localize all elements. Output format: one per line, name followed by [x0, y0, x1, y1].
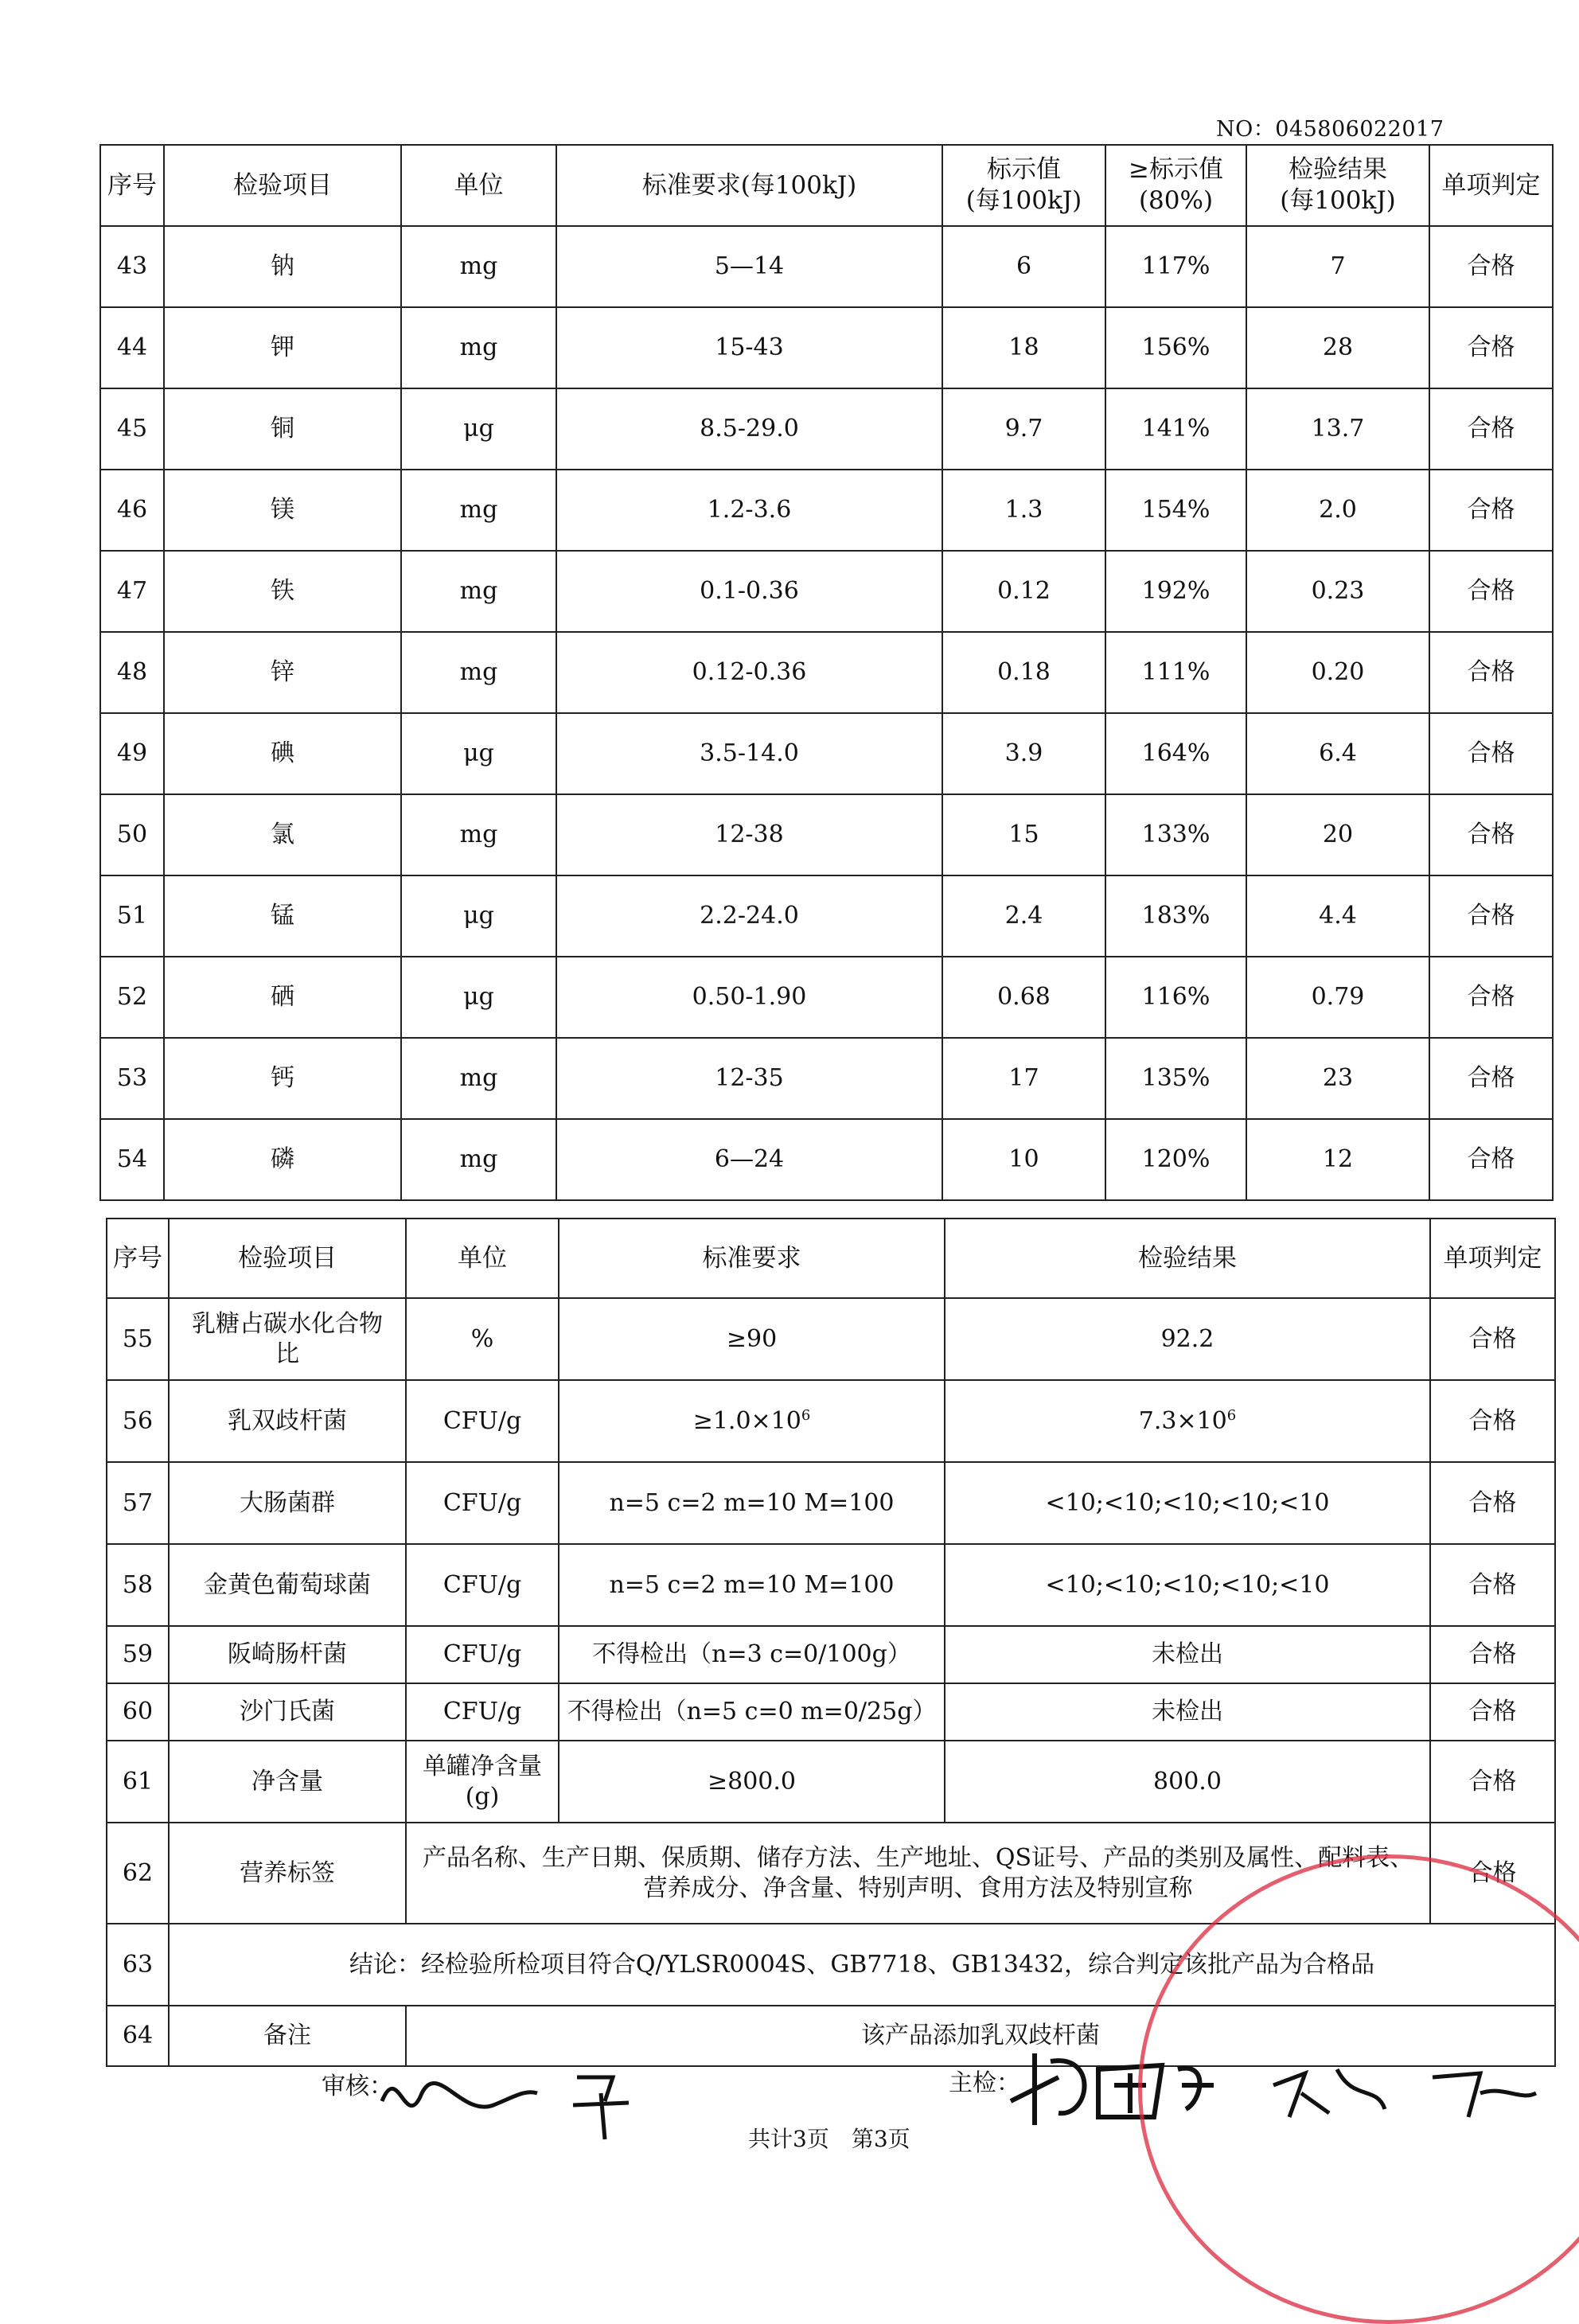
result-value: 7.3×10 — [1138, 1406, 1227, 1435]
remarks-text: 该产品添加乳双歧杆菌 — [406, 2006, 1555, 2066]
percent-of-label: 141% — [1105, 388, 1246, 470]
table-row — [107, 1462, 1555, 1544]
verdict: 合格 — [1429, 470, 1553, 551]
row-number: 54 — [100, 1119, 164, 1200]
verdict: 合格 — [1429, 794, 1553, 875]
header-cell: 单项判定 — [1429, 145, 1553, 226]
standard: 0.12-0.36 — [556, 632, 942, 713]
row-number: 45 — [100, 388, 164, 470]
header-cell: 检验结果 — [945, 1219, 1430, 1298]
item-name: 钠 — [164, 226, 401, 307]
label-value: 0.68 — [942, 957, 1105, 1038]
item-name: 钙 — [164, 1038, 401, 1119]
item-name: 大肠菌群 — [169, 1462, 406, 1544]
standard: 8.5-29.0 — [556, 388, 942, 470]
verdict: 合格 — [1430, 1380, 1555, 1462]
label-value: 18 — [942, 307, 1105, 388]
row-number: 53 — [100, 1038, 164, 1119]
row-number: 64 — [107, 2006, 169, 2066]
item-name: 铁 — [164, 551, 401, 632]
verdict: 合格 — [1430, 1462, 1555, 1544]
header-cell: 标准要求(每100kJ) — [556, 145, 942, 226]
standard — [559, 1380, 945, 1462]
verdict: 合格 — [1429, 1038, 1553, 1119]
table-row — [107, 1380, 1555, 1462]
standard: 0.50-1.90 — [556, 957, 942, 1038]
unit: mg — [401, 1119, 556, 1200]
header-cell: 单位 — [406, 1219, 559, 1298]
row-number: 63 — [107, 1924, 169, 2006]
table-row — [107, 1544, 1555, 1626]
percent-of-label: 183% — [1105, 875, 1246, 957]
standard: 不得检出（n=3 c=0/100g） — [559, 1626, 945, 1683]
table-row — [107, 1298, 1555, 1380]
result: <10;<10;<10;<10;<10 — [945, 1462, 1430, 1544]
result: 20 — [1246, 794, 1429, 875]
exponent: 6 — [1226, 1406, 1237, 1424]
unit: μg — [401, 388, 556, 470]
unit: μg — [401, 875, 556, 957]
unit: mg — [401, 1038, 556, 1119]
percent-of-label: 135% — [1105, 1038, 1246, 1119]
standard: ≥800.0 — [559, 1741, 945, 1823]
result: 28 — [1246, 307, 1429, 388]
table-row — [100, 551, 1553, 632]
reviewer-signature — [374, 2045, 676, 2141]
row-number: 55 — [107, 1298, 169, 1380]
label-value: 2.4 — [942, 875, 1105, 957]
item-name: 营养标签 — [169, 1823, 406, 1924]
verdict: 合格 — [1429, 551, 1553, 632]
item-name: 锌 — [164, 632, 401, 713]
unit: 单罐净含量(g) — [406, 1741, 559, 1823]
verdict: 合格 — [1429, 226, 1553, 307]
unit: mg — [401, 307, 556, 388]
standard-value: ≥1.0×10 — [692, 1406, 801, 1435]
label-value: 1.3 — [942, 470, 1105, 551]
header-cell: 标准要求 — [559, 1219, 945, 1298]
item-name: 钾 — [164, 307, 401, 388]
label-value: 3.9 — [942, 713, 1105, 794]
result: 未检出 — [945, 1683, 1430, 1741]
standard: 12-35 — [556, 1038, 942, 1119]
header-cell: 检验结果 (每100kJ) — [1246, 145, 1429, 226]
exponent: 6 — [801, 1406, 811, 1424]
remarks-label: 备注 — [169, 2006, 406, 2066]
row-number: 46 — [100, 470, 164, 551]
unit: mg — [401, 632, 556, 713]
row-number: 49 — [100, 713, 164, 794]
conclusion-text: 结论：经检验所检项目符合Q/YLSR0004S、GB7718、GB13432，综合判定该批产品为合格品 — [169, 1924, 1555, 2006]
table-row — [100, 470, 1553, 551]
item-name: 铜 — [164, 388, 401, 470]
table-header-row — [107, 1219, 1555, 1298]
label-value: 10 — [942, 1119, 1105, 1200]
standard: 2.2-24.0 — [556, 875, 942, 957]
percent-of-label: 154% — [1105, 470, 1246, 551]
unit: mg — [401, 470, 556, 551]
result — [945, 1380, 1430, 1462]
table-row — [100, 713, 1553, 794]
unit: mg — [401, 794, 556, 875]
result: 12 — [1246, 1119, 1429, 1200]
verdict: 合格 — [1429, 307, 1553, 388]
table-row — [100, 307, 1553, 388]
table-row — [100, 1038, 1553, 1119]
standard: 6—24 — [556, 1119, 942, 1200]
nutrient-table — [99, 144, 1554, 1201]
header-cell: 单位 — [401, 145, 556, 226]
standard: ≥90 — [559, 1298, 945, 1380]
header-cell: 序号 — [107, 1219, 169, 1298]
header-cell: 检验项目 — [169, 1219, 406, 1298]
result: 800.0 — [945, 1741, 1430, 1823]
unit: mg — [401, 226, 556, 307]
label-value: 0.18 — [942, 632, 1105, 713]
result: <10;<10;<10;<10;<10 — [945, 1544, 1430, 1626]
reviewer-label: 审核： — [322, 2072, 393, 2100]
verdict: 合格 — [1430, 1544, 1555, 1626]
item-name: 硒 — [164, 957, 401, 1038]
result: 0.79 — [1246, 957, 1429, 1038]
table-row — [100, 875, 1553, 957]
verdict: 合格 — [1429, 713, 1553, 794]
label-value: 15 — [942, 794, 1105, 875]
unit: CFU/g — [406, 1683, 559, 1741]
table-row — [107, 1683, 1555, 1741]
page-footer: 共计3页 第3页 — [748, 2126, 910, 2152]
table-row — [100, 226, 1553, 307]
label-requirements: 产品名称、生产日期、保质期、储存方法、生产地址、QS证号、产品的类别及属性、配料表、营养成分、净含量、特别声明、食用方法及特别宣称 — [406, 1823, 1430, 1924]
label-value: 0.12 — [942, 551, 1105, 632]
result: 2.0 — [1246, 470, 1429, 551]
unit: % — [406, 1298, 559, 1380]
document-number: NO：045806022017 — [1216, 117, 1444, 142]
standard: 15-43 — [556, 307, 942, 388]
percent-of-label: 192% — [1105, 551, 1246, 632]
row-number: 47 — [100, 551, 164, 632]
verdict: 合格 — [1430, 1823, 1555, 1924]
percent-of-label: 111% — [1105, 632, 1246, 713]
item-name: 金黄色葡萄球菌 — [169, 1544, 406, 1626]
verdict: 合格 — [1430, 1683, 1555, 1741]
result: 4.4 — [1246, 875, 1429, 957]
verdict: 合格 — [1430, 1626, 1555, 1683]
row-number: 44 — [100, 307, 164, 388]
unit: μg — [401, 957, 556, 1038]
row-number: 62 — [107, 1823, 169, 1924]
label-value: 17 — [942, 1038, 1105, 1119]
item-name: 净含量 — [169, 1741, 406, 1823]
row-number: 58 — [107, 1544, 169, 1626]
unit: mg — [401, 551, 556, 632]
header-cell: ≥标示值 (80%) — [1105, 145, 1246, 226]
result: 7 — [1246, 226, 1429, 307]
item-name: 锰 — [164, 875, 401, 957]
row-number: 60 — [107, 1683, 169, 1741]
table-row — [107, 1626, 1555, 1683]
item-name: 氯 — [164, 794, 401, 875]
item-name: 沙门氏菌 — [169, 1683, 406, 1741]
header-cell: 序号 — [100, 145, 164, 226]
percent-of-label: 133% — [1105, 794, 1246, 875]
header-cell: 标示值 (每100kJ) — [942, 145, 1105, 226]
label-value: 9.7 — [942, 388, 1105, 470]
standard: 0.1-0.36 — [556, 551, 942, 632]
result: 23 — [1246, 1038, 1429, 1119]
row-number: 56 — [107, 1380, 169, 1462]
result: 92.2 — [945, 1298, 1430, 1380]
item-name: 乳双歧杆菌 — [169, 1380, 406, 1462]
table-row — [107, 1741, 1555, 1823]
row-number: 51 — [100, 875, 164, 957]
result: 13.7 — [1246, 388, 1429, 470]
table-row — [100, 1119, 1553, 1200]
unit: CFU/g — [406, 1544, 559, 1626]
standard: n=5 c=2 m=10 M=100 — [559, 1462, 945, 1544]
percent-of-label: 117% — [1105, 226, 1246, 307]
percent-of-label: 156% — [1105, 307, 1246, 388]
verdict: 合格 — [1429, 388, 1553, 470]
row-number: 57 — [107, 1462, 169, 1544]
item-name: 磷 — [164, 1119, 401, 1200]
item-name: 阪崎肠杆菌 — [169, 1626, 406, 1683]
standard: n=5 c=2 m=10 M=100 — [559, 1544, 945, 1626]
item-name: 镁 — [164, 470, 401, 551]
result: 6.4 — [1246, 713, 1429, 794]
header-cell: 单项判定 — [1430, 1219, 1555, 1298]
table-row — [100, 632, 1553, 713]
percent-of-label: 120% — [1105, 1119, 1246, 1200]
verdict: 合格 — [1430, 1741, 1555, 1823]
table-row — [100, 388, 1553, 470]
table-row — [100, 957, 1553, 1038]
percent-of-label: 164% — [1105, 713, 1246, 794]
row-number: 59 — [107, 1626, 169, 1683]
row-number: 48 — [100, 632, 164, 713]
row-number: 43 — [100, 226, 164, 307]
verdict: 合格 — [1430, 1298, 1555, 1380]
table-header-row — [100, 145, 1553, 226]
row-number: 52 — [100, 957, 164, 1038]
standard: 1.2-3.6 — [556, 470, 942, 551]
verdict: 合格 — [1429, 875, 1553, 957]
result: 未检出 — [945, 1626, 1430, 1683]
percent-of-label: 116% — [1105, 957, 1246, 1038]
label-value: 6 — [942, 226, 1105, 307]
row-number: 61 — [107, 1741, 169, 1823]
unit: CFU/g — [406, 1626, 559, 1683]
verdict: 合格 — [1429, 632, 1553, 713]
row-number: 50 — [100, 794, 164, 875]
verdict: 合格 — [1429, 957, 1553, 1038]
table-row — [100, 794, 1553, 875]
standard: 12-38 — [556, 794, 942, 875]
inspector-label: 主检： — [949, 2069, 1020, 2097]
item-name: 碘 — [164, 713, 401, 794]
item-name: 乳糖占碳水化合物比 — [169, 1298, 406, 1380]
unit: CFU/g — [406, 1462, 559, 1544]
standard: 不得检出（n=5 c=0 m=0/25g） — [559, 1683, 945, 1741]
standard: 5—14 — [556, 226, 942, 307]
verdict: 合格 — [1429, 1119, 1553, 1200]
standard: 3.5-14.0 — [556, 713, 942, 794]
result: 0.20 — [1246, 632, 1429, 713]
header-cell: 检验项目 — [164, 145, 401, 226]
unit: μg — [401, 713, 556, 794]
result: 0.23 — [1246, 551, 1429, 632]
unit: CFU/g — [406, 1380, 559, 1462]
